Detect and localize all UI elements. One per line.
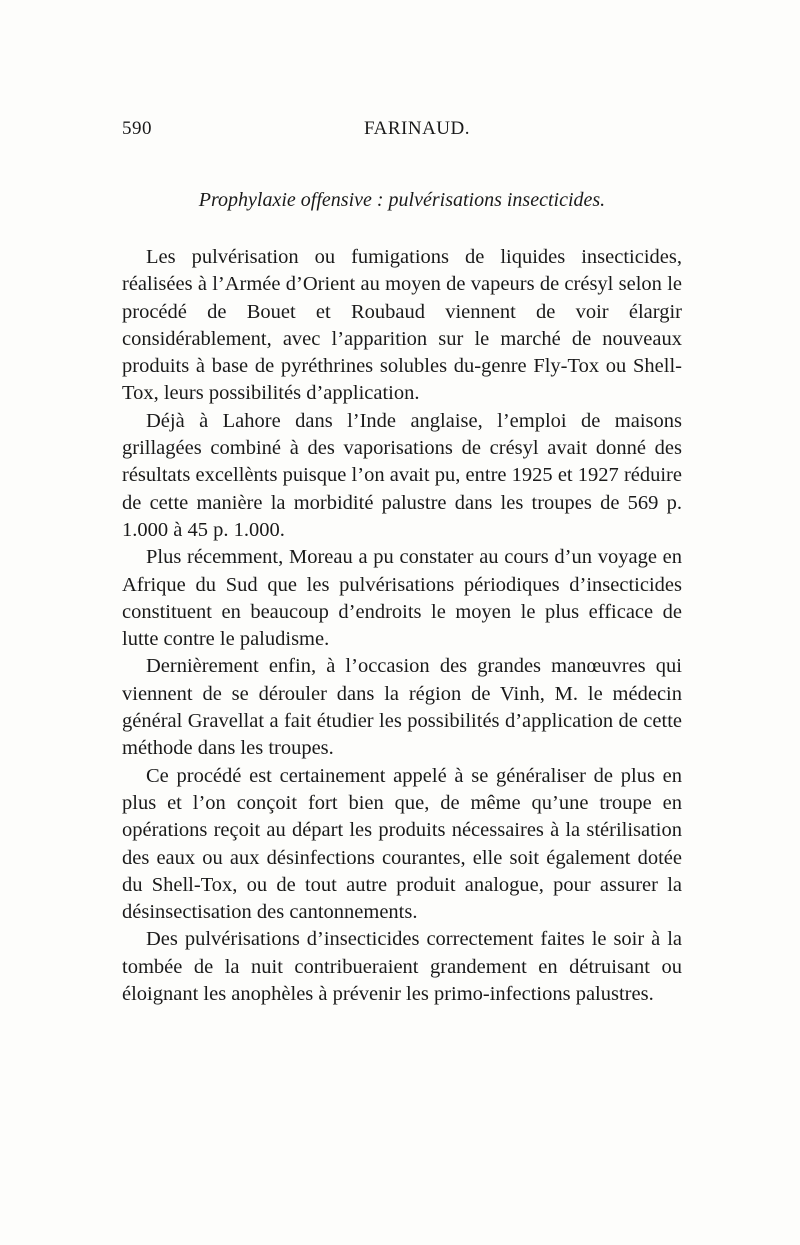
paragraph: Les pulvérisation ou fumigations de liquides insecticides, réalisées à l’Armée d’Orient au moyen de vapeurs de crésyl selon le procédé de Bouet et Roubaud viennent de voir élargir considérablement, avec l’apparition sur le marché de nouveaux produits à base de pyréthrines solubles du-genre Fly-Tox ou Shell-Tox, leurs possibilités d’application.: [122, 246, 682, 405]
paragraph: Plus récemment, Moreau a pu constater au cours d’un voyage en Afrique du Sud que les pulvérisations périodiques d’insecticides constituent en beaucoup d’endroits le moyen le plus efficace de lutte contre le paludisme.: [122, 546, 682, 651]
running-head: [122, 118, 682, 142]
body-text: [122, 244, 682, 1008]
paragraph: Des pulvérisations d’insecticides correctement faites le soir à la tombée de la nuit contribueraient grandement en détruisant ou éloignant les anophèles à prévenir les primo-infections palustres.: [122, 928, 682, 1006]
paragraph: Ce procédé est certainement appelé à se généraliser de plus en plus et l’on conçoit fort bien que, de même qu’une troupe en opérations reçoit au départ les produits nécessaires à la stérilisation des eaux ou aux désinfections courantes, elle soit également dotée du Shell-Tox, ou de tout autre produit analogue, pour assurer la désinsectisation des cantonnements.: [122, 764, 682, 924]
page-number: 590: [122, 118, 152, 139]
section-heading: Prophylaxie offensive : pulvérisations insecticides.: [198, 189, 606, 211]
running-title: FARINAUD.: [363, 118, 470, 139]
paragraph: Déjà à Lahore dans l’Inde anglaise, l’emploi de maisons grillagées combiné à des vaporisations de crésyl avait donné des résultats excellènts puisque l’on avait pu, entre 1925 et 1927 réduire de cette manière la morbidité palustre dans les troupes de 569 p. 1.000 à 45 p. 1.000.: [122, 409, 682, 541]
paragraph: Dernièrement enfin, à l’occasion des grandes manœuvres qui viennent de se dérouler dans la région de Vinh, M. le médecin général Gravellat a fait étudier les possibilités d’application de cette méthode dans les troupes.: [122, 655, 682, 760]
